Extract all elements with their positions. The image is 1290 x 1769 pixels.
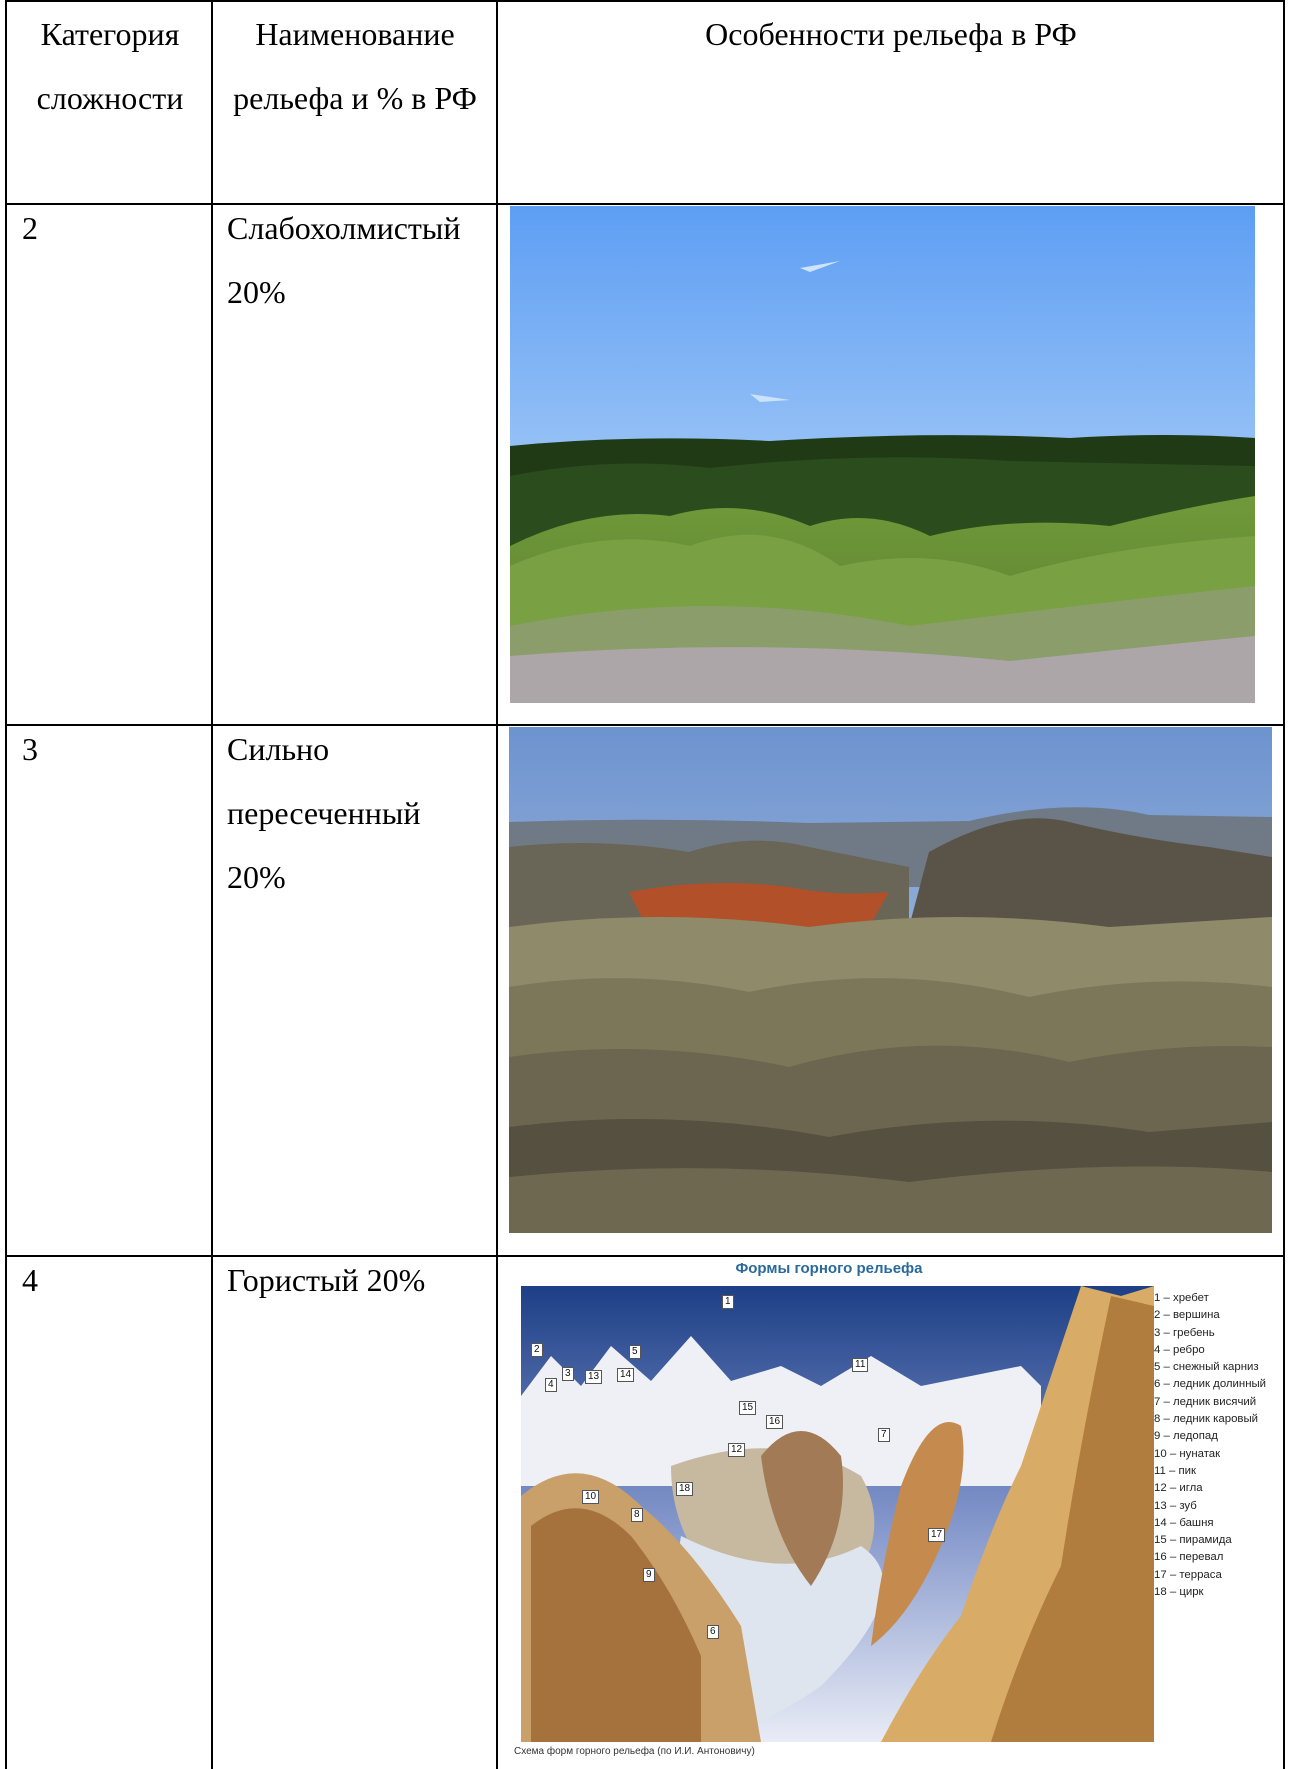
legend-item: 11 – пик bbox=[1154, 1464, 1197, 1477]
marker-5: 5 bbox=[629, 1345, 641, 1359]
row-4-category: 4 bbox=[22, 1262, 38, 1298]
diagram-title: Формы горного рельефа bbox=[735, 1260, 923, 1277]
marker-8: 8 bbox=[631, 1508, 643, 1522]
table-column-divider bbox=[211, 0, 213, 1769]
marker-3: 3 bbox=[562, 1367, 574, 1381]
marker-10: 10 bbox=[582, 1490, 599, 1504]
legend-item: 12 – игла bbox=[1154, 1482, 1203, 1495]
row-4-name: Гористый 20% bbox=[227, 1262, 426, 1298]
marker-18: 18 bbox=[676, 1482, 693, 1496]
table-row-divider bbox=[5, 724, 1285, 726]
rugged-badlands-photo bbox=[509, 727, 1272, 1233]
table-border-left bbox=[5, 0, 7, 1769]
legend-item: 14 – башня bbox=[1154, 1516, 1214, 1529]
mountain-illustration bbox=[521, 1286, 1154, 1742]
legend-item: 13 – зуб bbox=[1154, 1499, 1197, 1512]
table-row-divider bbox=[5, 1255, 1285, 1257]
table-column-divider bbox=[496, 0, 498, 1769]
marker-9: 9 bbox=[643, 1568, 655, 1582]
marker-2: 2 bbox=[531, 1343, 543, 1357]
legend-item: 9 – ледопад bbox=[1154, 1430, 1218, 1443]
legend-item: 18 – цирк bbox=[1154, 1586, 1204, 1599]
mountain-relief-diagram bbox=[509, 1260, 1284, 1766]
header-name: Наименование рельефа и % в РФ bbox=[233, 16, 477, 116]
legend-item: 2 – вершина bbox=[1154, 1309, 1220, 1322]
legend-item: 15 – пирамида bbox=[1154, 1534, 1232, 1547]
legend-item: 17 – терраса bbox=[1154, 1568, 1222, 1581]
row-3-name: Сильно пересеченный 20% bbox=[227, 731, 421, 895]
header-features: Особенности рельефа в РФ bbox=[705, 16, 1077, 52]
row-2-name: Слабохолмистый 20% bbox=[227, 210, 461, 310]
marker-7: 7 bbox=[878, 1428, 890, 1442]
row-3-category: 3 bbox=[22, 731, 38, 767]
row-2-category: 2 bbox=[22, 210, 38, 246]
legend-item: 7 – ледник висячий bbox=[1154, 1395, 1257, 1408]
legend-item: 8 – ледник каровый bbox=[1154, 1413, 1259, 1426]
marker-13: 13 bbox=[585, 1370, 602, 1384]
diagram-legend bbox=[1154, 1290, 1284, 1601]
marker-14: 14 bbox=[617, 1368, 634, 1382]
legend-item: 3 – гребень bbox=[1154, 1326, 1215, 1339]
legend-item: 4 – ребро bbox=[1154, 1343, 1205, 1356]
marker-6: 6 bbox=[707, 1625, 719, 1639]
table-row-divider bbox=[5, 203, 1285, 205]
legend-item: 16 – перевал bbox=[1154, 1551, 1224, 1564]
marker-11: 11 bbox=[852, 1358, 868, 1372]
marker-4: 4 bbox=[545, 1378, 557, 1392]
legend-item: 5 – снежный карниз bbox=[1154, 1361, 1259, 1374]
marker-16: 16 bbox=[766, 1415, 783, 1429]
legend-item: 6 – ледник долинный bbox=[1154, 1378, 1267, 1391]
diagram-caption: Схема форм горного рельефа (по И.И. Антоновичу) bbox=[514, 1746, 755, 1757]
header-category: Категория сложности bbox=[36, 16, 184, 116]
hilly-landscape-photo bbox=[510, 206, 1255, 703]
marker-15: 15 bbox=[739, 1401, 756, 1415]
marker-17: 17 bbox=[928, 1528, 945, 1542]
legend-item: 1 – хребет bbox=[1154, 1292, 1209, 1304]
legend-item: 10 – нунатак bbox=[1154, 1447, 1221, 1460]
marker-1: 1 bbox=[722, 1295, 734, 1309]
marker-12: 12 bbox=[728, 1443, 745, 1457]
